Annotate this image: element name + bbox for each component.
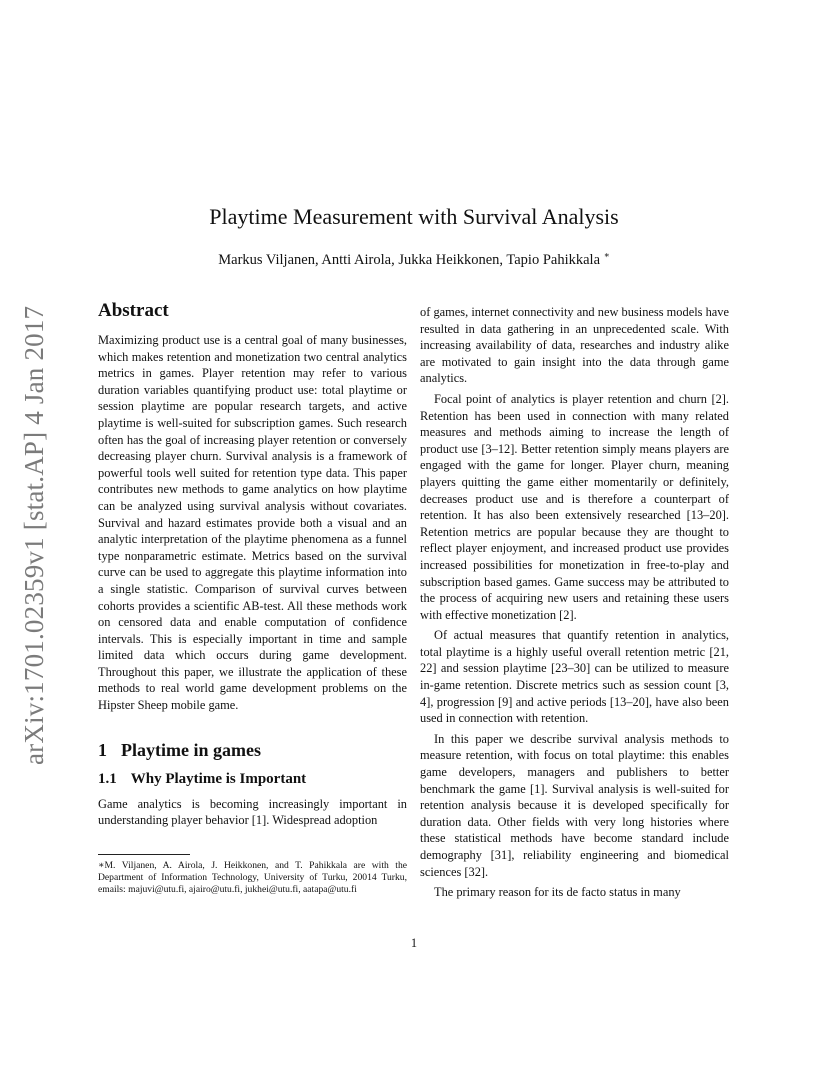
section-intro-paragraph: Game analytics is becoming increasingly important in understanding player behavior [1]. Widespread adoption bbox=[98, 796, 407, 828]
abstract-heading: Abstract bbox=[98, 300, 169, 321]
subsection-title: Why Playtime is Important bbox=[130, 770, 307, 787]
body-paragraph: of games, internet connectivity and new business models have resulted in data gathering in an unprecedented scale. With increasing availability of data, researches and industry alike are motivated to gain insight into the data through game analytics. bbox=[420, 305, 729, 386]
subsection-heading bbox=[98, 770, 407, 788]
right-column bbox=[420, 304, 729, 901]
section-heading bbox=[98, 739, 407, 761]
subsection-number: 1.1 bbox=[98, 770, 117, 787]
arxiv-identifier: arXiv:1701.02359v1 [stat.AP] 4 Jan 2017 bbox=[19, 305, 49, 765]
left-column bbox=[98, 300, 407, 829]
body-paragraph: In this paper we describe survival analysis methods to measure retention, with focus on total playtime: this enables game developers, managers and publishers to better benchmark the game [1]. Survival analysis is well-suited for retention analysis because it is developed specifically for duration data. Other fields with very long histories where these statistical methods have become standard include demography [31], reliability engineering and biomedical sciences [32]. bbox=[420, 731, 729, 879]
body-paragraph: The primary reason for its de facto status in many bbox=[434, 885, 681, 900]
abstract-text: Maximizing product use is a central goal of many businesses, which makes retention and monetization two central analytics metrics in games. Player retention may refer to various duration variables quantifying product use: total playtime or session playtime are popular research targets, and active playtime is well-suited for subscription games. Such research often has the goal of increasing player retention or conversely decreasing player churn. Survival analysis is a framework of powerful tools well suited for retention type data. This paper contributes new methods to game analytics on how playtime can be analyzed using survival analysis without covariates. Survival and hazard estimates provide both a visual and an analytic interpretation of the playtime phenomena as a funnel type nonparametric estimate. Metrics based on the survival curve can be used to aggregate this playtime information into a single statistic. Comparison of survival curves between cohorts provides a scientific AB-test. All these methods work on censored data and enable computation of confidence intervals. This is especially important in time and sample limited data which occurs during game development. Throughout this paper, we illustrate the application of these methods to real world game development problems on the Hipster Sheep mobile game. bbox=[98, 333, 407, 713]
footnote bbox=[98, 854, 407, 896]
author-names: Markus Viljanen, Antti Airola, Jukka Heikkonen, Tapio Pahikkala bbox=[218, 251, 601, 268]
author-footnote-mark: ∗ bbox=[603, 250, 610, 260]
author-list bbox=[0, 250, 828, 269]
page-number: 1 bbox=[410, 936, 418, 950]
footnote-divider bbox=[98, 854, 190, 855]
section-title: Playtime in games bbox=[121, 739, 261, 760]
body-paragraph: Of actual measures that quantify retention in analytics, total playtime is a highly useful overall retention metric [21, 22] and session playtime [23–30] can be utilized to measure in-game retention. Discrete metrics such as session count [3, 4], progression [9] and active periods [13–20], have also been used in connection with retention. bbox=[420, 628, 729, 726]
paper-title: Playtime Measurement with Survival Analysis bbox=[209, 204, 619, 229]
section-number: 1 bbox=[98, 739, 107, 760]
footnote-text: ∗M. Viljanen, A. Airola, J. Heikkonen, and T. Pahikkala are with the Department of Information Technology, University of Turku, 20014 Turku, emails: majuvi@utu.fi, ajairo@utu.fi, jukhei@utu.fi, aatapa@utu.fi bbox=[98, 860, 407, 895]
body-paragraph: Focal point of analytics is player retention and churn [2]. Retention has been used in connection with many related measures and methods aiming to increase the length of product use [3–12]. Better retention simply means players are engaged with the game for longer. Player churn, meaning players quitting the game either momentarily or definitely, decreases product use and is therefore a counterpart of retention. It has also been extensively researched [13–20]. Retention metrics are popular because they are thought to reflect player enjoyment, and increased product use provides increased possibilities for monetization in free-to-play and subscription based games. Game success may be attributed to the process of acquiring new users and retaining these users with effective monetization [2]. bbox=[420, 391, 729, 622]
